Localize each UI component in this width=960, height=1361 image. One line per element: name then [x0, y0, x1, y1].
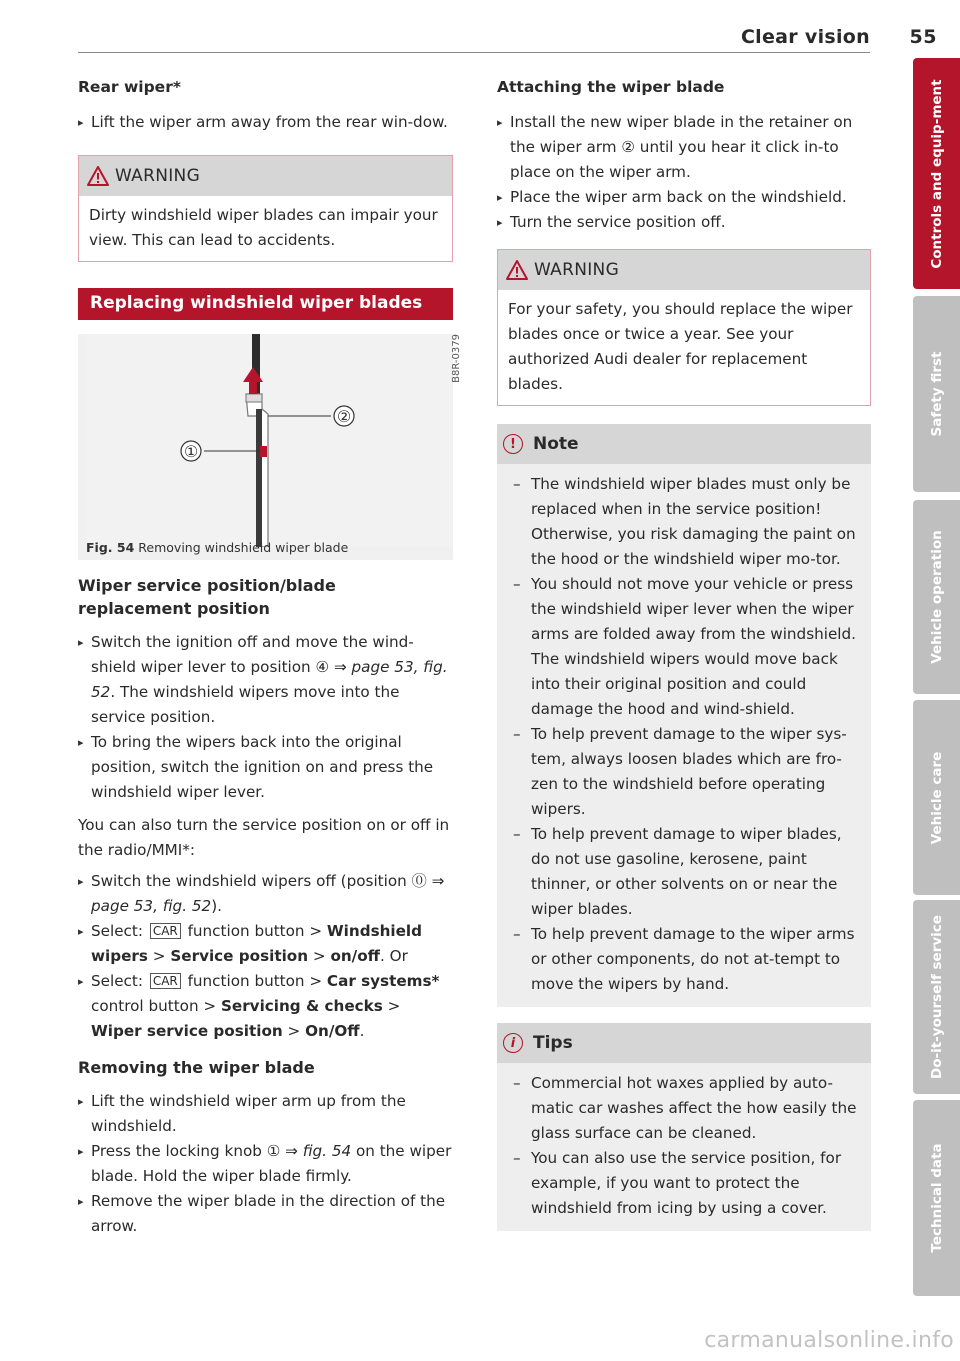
info-circle-icon: i — [503, 1033, 523, 1053]
tips-item: – Commercial hot waxes applied by auto-matic car washes affect the how easily the glass surface can be cleaned. — [505, 1071, 863, 1146]
step-text: function button > — [182, 922, 327, 940]
note-item: – The windshield wiper blades must only be replaced when in the service position! Otherwise, you risk damaging the paint on the hood or the windshield wiper mo-tor. — [505, 472, 863, 572]
rear-wiper-steps — [78, 110, 453, 135]
step-text: . The windshield wipers move into the service position. — [91, 683, 400, 726]
mmi-step — [78, 969, 453, 1044]
warning-box — [497, 249, 871, 406]
tips-list — [505, 1071, 863, 1221]
tab-label: Vehicle care — [928, 751, 945, 844]
position-marker: ⓪ — [411, 872, 427, 890]
note-label: Note — [533, 434, 579, 454]
figure-caption-text: Removing windshield wiper blade — [138, 540, 349, 555]
step-text: . — [359, 1022, 365, 1040]
attaching-step — [497, 110, 871, 185]
tab-safety-first[interactable] — [913, 296, 960, 492]
figure-reference-link[interactable]: ⇒ fig. 54 — [280, 1142, 352, 1160]
warning-icon — [506, 260, 528, 280]
wiper-blade-illustration — [86, 334, 452, 547]
step-text: Select: — [91, 922, 148, 940]
step-text: until you hear it click in-to place on the wiper arm. — [510, 138, 839, 181]
tips-box — [497, 1023, 871, 1231]
removing-heading: Removing the wiper blade — [78, 1058, 315, 1077]
tips-body — [497, 1063, 871, 1231]
tab-label: Safety first — [928, 351, 945, 437]
warning-box — [78, 155, 453, 262]
note-header — [497, 424, 871, 464]
warning-text: Dirty windshield wiper blades can impair your view. This can lead to accidents. — [89, 206, 438, 249]
page-reference-link[interactable]: ⇒ page 53, fig. 52 — [91, 872, 445, 915]
note-list — [505, 472, 863, 997]
figure-caption — [86, 540, 348, 555]
tab-label: Technical data — [928, 1143, 945, 1253]
attaching-heading: Attaching the wiper blade — [497, 78, 725, 96]
warning-header — [79, 156, 452, 196]
menu-path-item: Car systems* — [326, 972, 440, 990]
step-text: Install the new wiper blade in the retainer on the wiper arm — [510, 113, 853, 156]
exclamation-circle-icon: ! — [503, 434, 523, 454]
menu-path-item: on/off — [330, 947, 380, 965]
warning-header — [498, 250, 870, 290]
figure-caption-number: Fig. 54 — [86, 540, 135, 555]
mmi-step — [78, 919, 453, 969]
step-text: control button > — [91, 997, 221, 1015]
service-step: ▸ To bring the wipers back into the original position, switch the ignition on and press the windshield wiper lever. — [78, 730, 453, 805]
removing-step: ▸ Remove the wiper blade in the direction of the arrow. — [78, 1189, 453, 1239]
removing-step — [78, 1139, 453, 1189]
menu-path-item: Wiper service position — [91, 1022, 283, 1040]
position-marker: ④ — [315, 658, 330, 676]
tab-do-it-yourself-service[interactable] — [913, 900, 960, 1094]
tab-label: Controls and equip-ment — [928, 78, 945, 269]
menu-path-item: On/Off — [305, 1022, 360, 1040]
service-steps — [78, 630, 453, 805]
service-heading: Wiper service position/blade replacement position — [78, 576, 336, 618]
figure-code: B8R-0379 — [451, 334, 462, 383]
tips-label: Tips — [533, 1033, 573, 1053]
note-item: – To help prevent damage to the wiper arms or other components, do not at-tempt to move the wipers by hand. — [505, 922, 863, 997]
separator: > — [382, 997, 401, 1015]
step-text: . Or — [379, 947, 408, 965]
watermark: carmanualsonline.info — [704, 1328, 954, 1353]
step-text: ). — [211, 897, 222, 915]
attaching-step: ▸ Turn the service position off. — [497, 210, 871, 235]
rear-wiper-heading: Rear wiper* — [78, 78, 181, 96]
left-column — [78, 76, 462, 1239]
step-text: Select: — [91, 972, 148, 990]
header-divider — [78, 52, 870, 53]
note-item: – To help prevent damage to wiper blades, do not use gasoline, kerosene, paint thinner, or other solvents on or near the wiper blades. — [505, 822, 863, 922]
position-marker: ① — [266, 1142, 281, 1160]
figure-label-2: ② — [336, 407, 352, 426]
step-text: Switch the ignition off and move the wind-shield wiper lever to position — [91, 633, 414, 676]
attaching-steps — [497, 110, 871, 235]
rear-wiper-step: ▸ Lift the wiper arm away from the rear win-dow. — [78, 110, 453, 135]
separator: > — [308, 947, 331, 965]
tab-label: Do-it-yourself service — [928, 915, 945, 1079]
step-text: Press the locking knob — [91, 1142, 267, 1160]
note-item: – To help prevent damage to the wiper sys-tem, always loosen blades which are fro-zen to the windshield before operating wipers. — [505, 722, 863, 822]
separator: > — [147, 947, 171, 965]
radio-mmi-intro: You can also turn the service position on or off in the radio/MMI*: — [78, 816, 450, 859]
attaching-step: ▸ Place the wiper arm back on the windshield. — [497, 185, 871, 210]
note-body — [497, 464, 871, 1007]
menu-path-item: Servicing & checks — [220, 997, 383, 1015]
tab-vehicle-operation[interactable] — [913, 500, 960, 694]
section-banner: Replacing windshield wiper blades — [78, 288, 453, 320]
warning-label: WARNING — [115, 166, 201, 186]
warning-label: WARNING — [534, 260, 620, 280]
tips-item: – You can also use the service position, for example, if you want to protect the windshield from icing by using a cover. — [505, 1146, 863, 1221]
tab-controls-and-equipment[interactable] — [913, 58, 960, 289]
removing-steps — [78, 1089, 453, 1239]
warning-icon — [87, 166, 109, 186]
figure-label-1: ① — [183, 442, 199, 461]
mmi-steps — [78, 869, 453, 1044]
tab-vehicle-care[interactable] — [913, 700, 960, 895]
section-title: Clear vision — [740, 26, 870, 48]
note-box — [497, 424, 871, 1007]
mmi-step — [78, 869, 453, 919]
step-text: Switch the windshield wipers off (position — [91, 872, 412, 890]
tips-header — [497, 1023, 871, 1063]
page-reference-link[interactable]: ⇒ page 53, fig. 52 — [91, 658, 448, 701]
service-step — [78, 630, 453, 730]
tab-technical-data[interactable] — [913, 1100, 960, 1296]
car-key-label: CAR — [150, 923, 181, 939]
removing-step: ▸ Lift the windshield wiper arm up from the windshield. — [78, 1089, 453, 1139]
step-text: on the wiper blade. Hold the wiper blade firmly. — [91, 1142, 452, 1185]
menu-path-item: Windshield wipers — [91, 922, 422, 965]
car-key-label: CAR — [150, 973, 181, 989]
menu-path-item: Service position — [170, 947, 309, 965]
figure-54 — [78, 334, 462, 560]
step-text: function button > — [182, 972, 327, 990]
position-marker: ② — [621, 138, 635, 156]
note-item: – You should not move your vehicle or press the windshield wiper lever when the wiper arms are folded away from the windshield. The windshield wipers would move back into their original position and could damage the hood and wind-shield. — [505, 572, 863, 722]
right-column — [497, 76, 871, 1247]
page-number: 55 — [909, 26, 937, 48]
tab-label: Vehicle operation — [928, 530, 945, 664]
separator: > — [282, 1022, 306, 1040]
warning-text: For your safety, you should replace the wiper blades once or twice a year. See your authorized Audi dealer for replacement blades. — [508, 300, 853, 393]
